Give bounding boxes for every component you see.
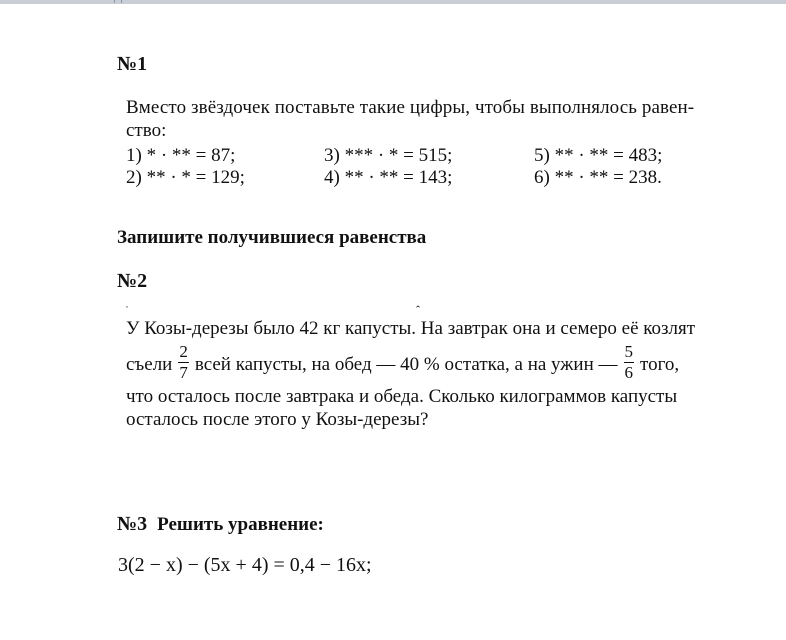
task2-line2-part2: всей капусты, на обед — 40 % остатка, а на ужин — bbox=[194, 353, 618, 375]
scan-artifact-mark: ˙ bbox=[125, 303, 129, 317]
task1-number: №1 bbox=[117, 53, 148, 75]
task2-line2-part3: того, bbox=[640, 353, 680, 375]
scan-artifact-mark: ˆ bbox=[416, 303, 420, 317]
task2-line1: У Козы-дерезы было 42 кг капусты. На завтрак она и семеро её козлят bbox=[126, 318, 696, 339]
task1-item-6: 6) ** · ** = 238. bbox=[534, 167, 662, 188]
task1-item-2: 2) ** · * = 129; bbox=[126, 167, 245, 188]
task1-item-3: 3) *** · * = 515; bbox=[324, 145, 453, 166]
fraction1-denominator: 7 bbox=[179, 363, 188, 382]
task1-intro-line1: Вместо звёздочек поставьте такие цифры, чтобы выполнялось равен- bbox=[126, 97, 695, 118]
task2-line2 bbox=[126, 342, 680, 385]
task1-instruction: Запишите получившиеся равенства bbox=[117, 227, 427, 248]
task1-item-1: 1) * · ** = 87; bbox=[126, 145, 236, 166]
task2-line4: осталось после этого у Козы-дерезы? bbox=[126, 409, 429, 430]
fraction-two-sevenths bbox=[178, 343, 189, 382]
task3-equation: 3(2 − x) − (5x + 4) = 0,4 − 16x; bbox=[118, 554, 372, 576]
task3-number: №3 bbox=[117, 513, 148, 535]
task1-item-4: 4) ** · ** = 143; bbox=[324, 167, 453, 188]
task1-item-5: 5) ** · ** = 483; bbox=[534, 145, 663, 166]
task2-line3: что осталось после завтрака и обеда. Сколько килограммов капусты bbox=[126, 386, 678, 407]
fraction1-numerator: 2 bbox=[179, 342, 188, 361]
task2-line2-part1: съели bbox=[126, 353, 173, 375]
task2-number: №2 bbox=[117, 270, 148, 292]
toolbar-marker bbox=[114, 0, 122, 3]
fraction-five-sixths bbox=[624, 343, 635, 382]
fraction2-denominator: 6 bbox=[624, 363, 634, 382]
task3-title: Решить уравнение: bbox=[157, 514, 324, 535]
fraction2-numerator: 5 bbox=[624, 342, 634, 361]
task1-intro-line2: ство: bbox=[126, 120, 167, 141]
task3-heading bbox=[117, 513, 324, 536]
top-toolbar-strip bbox=[0, 0, 786, 4]
